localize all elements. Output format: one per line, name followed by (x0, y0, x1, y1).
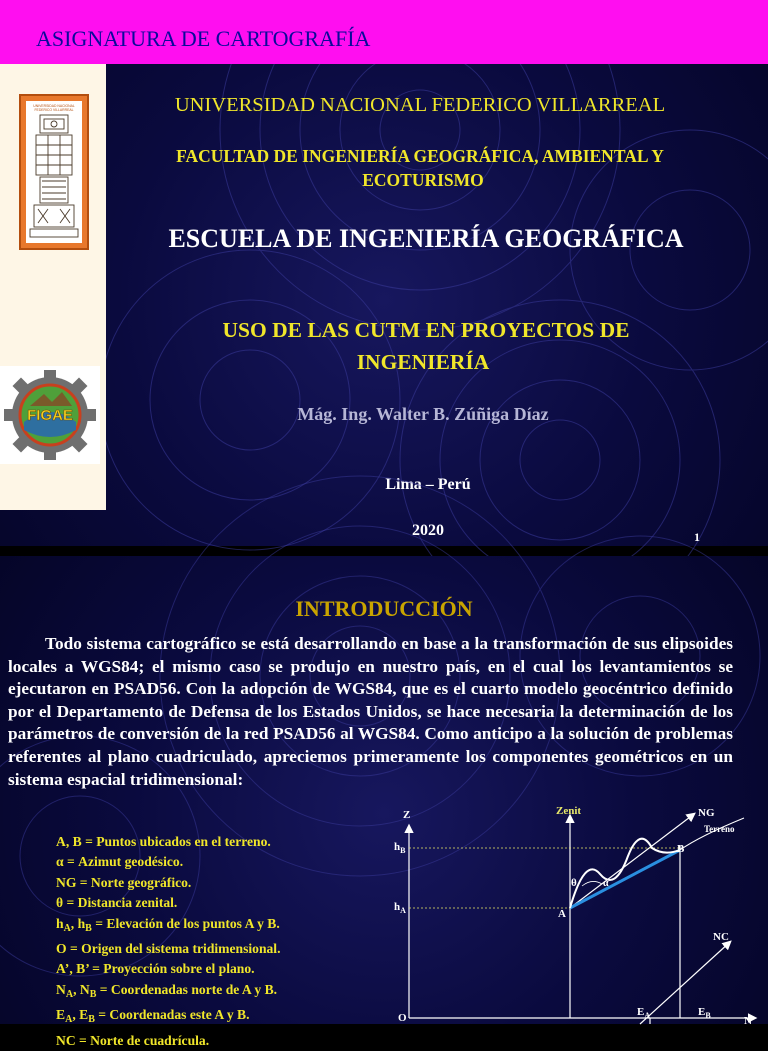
legend-item: A’, B’ = Proyección sobre el plano. (56, 961, 255, 977)
seal-text-2: FEDERICO VILLARREAL (34, 108, 74, 112)
terrain-profile (570, 839, 680, 908)
legend-item: $E_A$, $E_B$ = Coordenadas este A y B. (56, 1007, 250, 1026)
legend-item: α = Azimut geodésico. (56, 854, 184, 870)
ha-label: $h_A$ (394, 901, 406, 915)
eb-label: $E_B$ (698, 1006, 711, 1020)
legend-item: O = Origen del sistema tridimensional. (56, 941, 281, 957)
terrain-extension (680, 818, 744, 850)
year: 2020 (412, 522, 444, 539)
seal-text-1: UNIVERSIDAD NACIONAL (33, 104, 75, 108)
theta-label: θ (571, 877, 577, 889)
page-number: 1 (694, 530, 700, 544)
terreno-label: Terreno (704, 824, 735, 834)
topic-line-1: USO DE LAS CUTM EN PROYECTOS DE (222, 318, 630, 342)
o-label: O (398, 1012, 407, 1024)
legend-item: NG = Norte geográfico. (56, 874, 192, 890)
geometry-diagram (0, 556, 768, 1027)
nc-label: NC (713, 931, 729, 943)
zenit-label: Zenit (556, 805, 582, 817)
figae-gear-icon (0, 366, 100, 464)
school-name: ESCUELA DE INGENIERÍA GEOGRÁFICA (168, 224, 684, 253)
n-axis-label: N (744, 1015, 752, 1027)
university-seal-logo (19, 94, 89, 250)
z-label: Z (403, 809, 411, 821)
ng-arrow (570, 814, 694, 908)
legend-item: NC = Norte de cuadrícula. (56, 1032, 210, 1048)
alpha-label: α (603, 878, 609, 889)
figae-logo-text: FIGAE (27, 407, 73, 424)
course-title: ASIGNATURA DE CARTOGRAFÍA (36, 26, 371, 51)
university-name: UNIVERSIDAD NACIONAL FEDERICO VILLARREAL (174, 94, 666, 116)
location: Lima – Perú (385, 476, 471, 493)
introduction-slide (0, 556, 768, 1048)
topic-line-2: INGENIERÍA (356, 350, 490, 374)
ng-label: NG (698, 807, 715, 819)
nc-arrow (640, 942, 730, 1024)
seal-drawing (26, 101, 82, 243)
legend-item: $h_A$, $h_B$ = Elevación de los puntos A y B. (56, 915, 280, 934)
faculty-line-2: ECOTURISMO (362, 170, 484, 190)
a-label: A (558, 908, 566, 920)
intro-heading: INTRODUCCIÓN (295, 596, 473, 621)
author-name: Mág. Ing. Walter B. Zúñiga Díaz (297, 404, 549, 424)
legend-item: θ = Distancia zenital. (56, 895, 178, 911)
ea-label: $E_A$ (637, 1006, 651, 1020)
legend-item: A, B = Puntos ubicados en el terreno. (56, 834, 271, 849)
faculty-line-1: FACULTAD DE INGENIERÍA GEOGRÁFICA, AMBIENTAL Y (176, 146, 664, 166)
b-label: B (677, 843, 685, 855)
legend-item: $N_A$, $N_B$ = Coordenadas norte de A y B. (56, 981, 278, 1000)
intro-paragraph: Todo sistema cartográfico se está desarrollando en base a la transformación de sus elipsoides locales a WGS84; el mismo caso se produjo en nuestro país, en el cual los levantamientos se ejecutaron en PSAD56. Con la adopción de WGS84, que es el cuarto modelo geocéntrico definido por el Departamento de Defensa de los Estados Unidos, se hace necesaria la determinación de los parámetros de conversión de la red PSAD56 al WGS84. Como anticipo a la solución de problemas referentes al plano cuadriculado, apreciemos primeramente los componentes geométricos en un sistema espacial tridimensional: (8, 634, 733, 789)
figae-logo (0, 366, 100, 464)
seal-inner (26, 101, 82, 243)
hb-label: $h_B$ (394, 841, 406, 855)
ab-segment (570, 850, 680, 908)
